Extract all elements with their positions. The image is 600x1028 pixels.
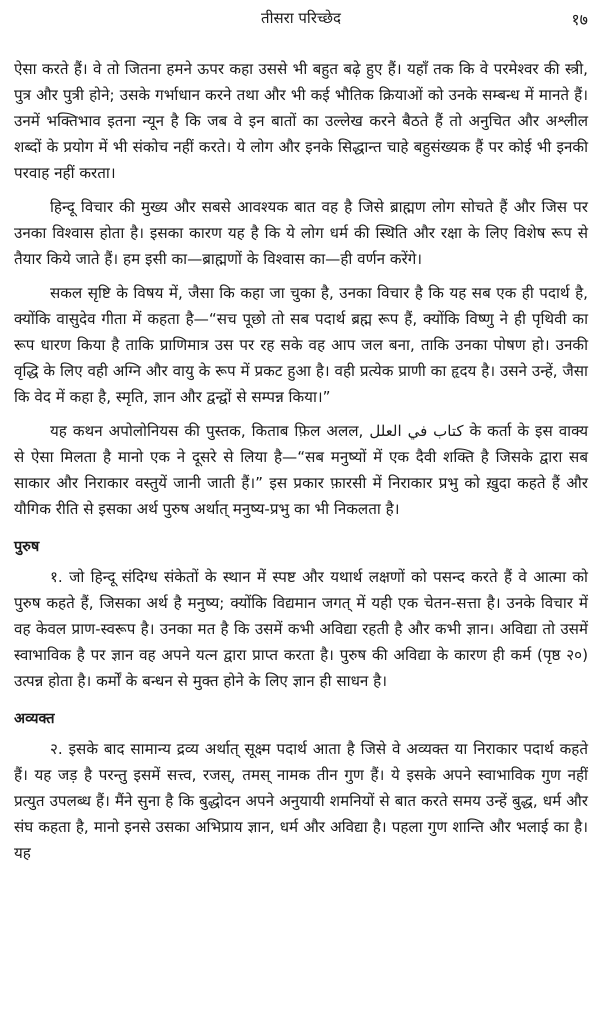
paragraph-4-rest: के कर्ता के इस वाक्य से ऐसा मिलता है मानो एक ने दूसरे से लिया है—“सब मनुष्यों में एक दैवी शक्ति है जिसके द्वारा सब साकार और निराकार वस्तुयें जानी जाती हैं।” इस प्रकार फ़ारसी में निराकार प्रभु को ख़ुदा कहते हैं और यौगिक रीति से इसका अर्थ पुरुष अर्थात् मनुष्य-प्रभु का भी निकलता है। xyxy=(14,422,589,518)
paragraph-2: हिन्दू विचार की मुख्य और सबसे आवश्यक बात वह है जिसे ब्राह्मण लोग सोचते हैं और जिस पर उनका विश्वास होता है। इसका कारण यह है कि ये लोग धर्म की स्थिति और रक्षा के लिए विशेष रूप से तैयार किये जाते हैं। हम इसी का—ब्राह्मणों के विश्वास का—ही वर्णन करेंगे। xyxy=(14,198,588,268)
section-heading-purush: पुरुष xyxy=(14,539,40,555)
page-header xyxy=(14,8,588,32)
arabic-book-title: كتاب في العلل xyxy=(369,422,464,440)
page-number: १७ xyxy=(571,10,588,29)
page-body xyxy=(14,56,588,874)
paragraph-3: सकल सृष्टि के विषय में, जैसा कि कहा जा चुका है, उनका विचार है कि यह सब एक ही पदार्थ है, क्योंकि वासुदेव गीता में कहता है—“सच पूछो तो सब पदार्थ ब्रह्म रूप हैं, क्योंकि विष्णु ने ही पृथिवी का रूप धारण किया है ताकि प्राणिमात्र उस पर रह सके वह आप जल बना, ताकि उनका पोषण हो। उनकी वृद्धि के लिए वही अग्नि और वायु के रूप में प्रकट हुआ है। वही प्रत्येक प्राणी का हृदय है। उसने उन्हें, जैसा कि वेद में कहा है, स्मृति, ज्ञान और द्वन्द्वों से सम्पन्न किया।” xyxy=(14,284,588,406)
paragraph-avyakt: २. इसके बाद सामान्य द्रव्य अर्थात् सूक्ष्म पदार्थ आता है जिसे वे अव्यक्त या निराकार पदार्थ कहते हैं। यह जड़ है परन्तु इसमें सत्त्व, रजस्, तमस् नामक तीन गुण हैं। ये इसके अपने स्वाभाविक गुण नहीं प्रत्युत उपलब्ध हैं। मैंने सुना है कि बुद्धोदन अपने अनुयायी शमनियों से बात करते समय उन्हें बुद्ध, धर्म और संघ कहता है, मानो इनसे उसका अभिप्राय ज्ञान, धर्म और अविद्या है। पहला गुण शान्ति और भलाई का है। यह xyxy=(14,740,588,862)
paragraph-1: ऐसा करते हैं। वे तो जितना हमने ऊपर कहा उससे भी बहुत बढ़े हुए हैं। यहाँ तक कि वे परमेश्वर की स्त्री, पुत्र और पुत्री होने; उसके गर्भाधान करने तथा और भी कई भौतिक क्रियाओं को उनके सम्बन्ध में मानते हैं। उनमें भक्तिभाव इतना न्यून है कि जब वे इन बातों का उल्लेख करने बैठते हैं तो अनुचित और अश्लील शब्दों के प्रयोग में भी संकोच नहीं करते। ये लोग और इनके सिद्धान्त चाहे बहुसंख्यक हैं पर कोई भी इनकी परवाह नहीं करता। xyxy=(14,60,588,182)
paragraph-4-lead: यह कथन अपोलोनियस की पुस्तक, किताब फ़िल अलल, xyxy=(50,422,364,440)
paragraph-4 xyxy=(14,418,588,522)
section-heading-avyakt: अव्यक्त xyxy=(14,711,55,727)
paragraph-purush: १. जो हिन्दू संदिग्ध संकेतों के स्थान में स्पष्ट और यथार्थ लक्षणों को पसन्द करते हैं वे आत्मा को पुरुष कहते हैं, जिसका अर्थ है मनुष्य; क्योंकि विद्यमान जगत् में यही एक चेतन-सत्ता है। उनके विचार में वह केवल प्राण-स्वरूप है। उनका मत है कि उसमें कभी अविद्या रहती है और कभी ज्ञान। अविद्या तो उसमें स्वाभाविक है पर ज्ञान वह अपने यत्न द्वारा प्राप्त करता है। पुरुष की अविद्या के कारण ही कर्म (पृष्ठ २०) उत्पन्न होता है। कर्मों के बन्धन से मुक्त होने के लिए ज्ञान ही साधन है। xyxy=(14,568,588,690)
chapter-title: तीसरा परिच्छेद xyxy=(261,9,341,27)
